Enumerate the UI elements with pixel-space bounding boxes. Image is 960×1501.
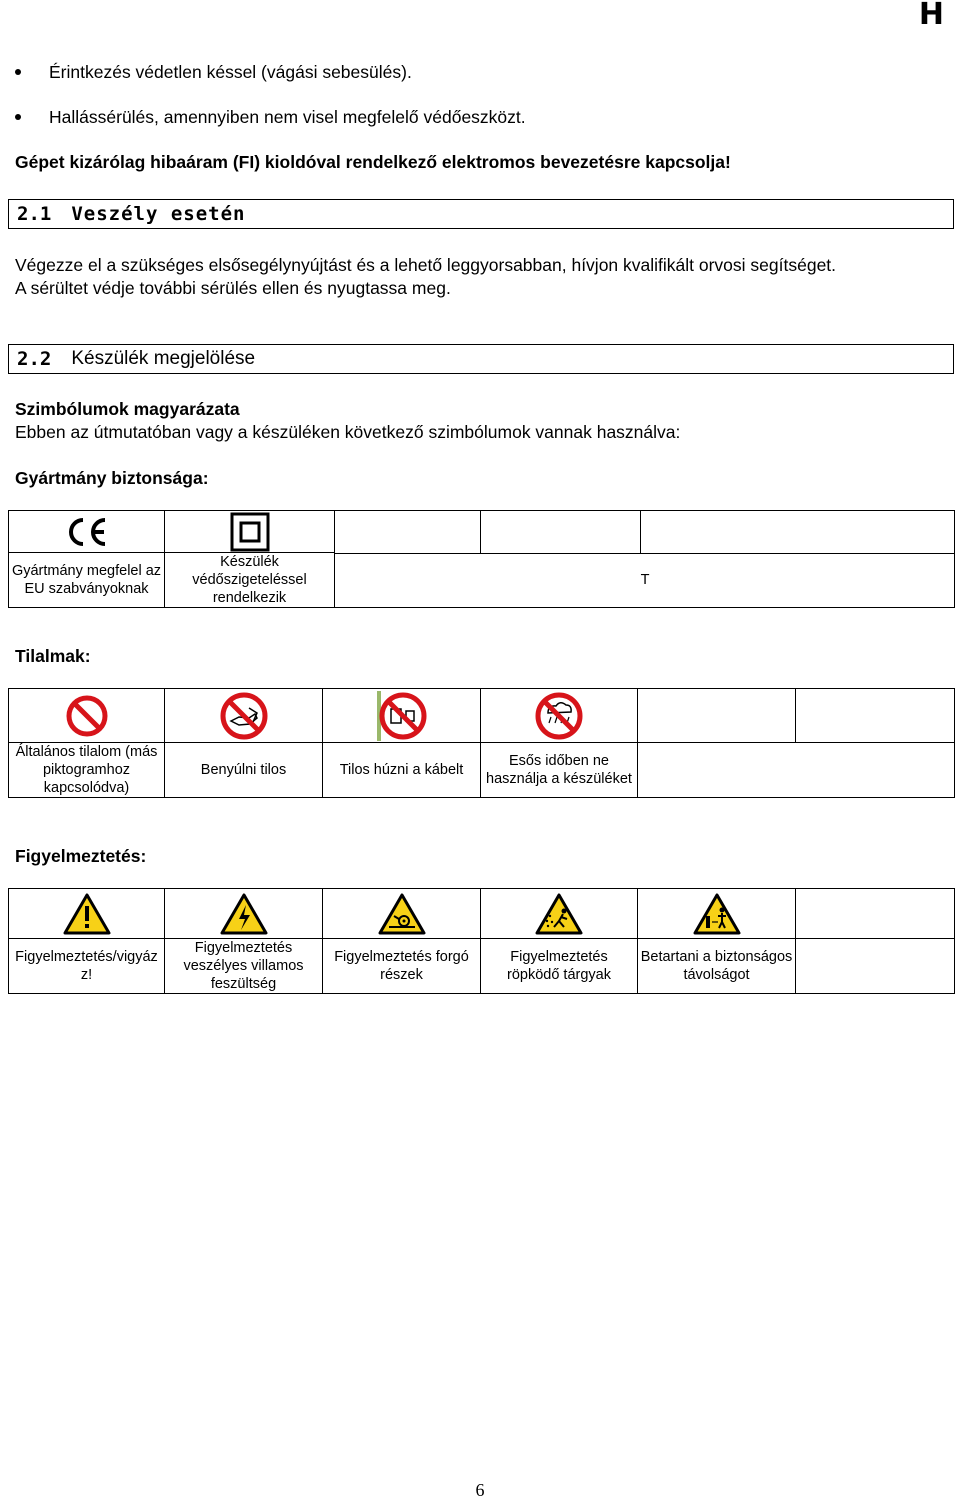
bullet-dot	[15, 69, 21, 75]
prohibitions-heading: Tilalmak:	[15, 646, 91, 666]
page-number: 6	[475, 1480, 485, 1500]
rotating-parts-warning-label-cell	[323, 939, 481, 994]
t-label-cell	[335, 553, 955, 607]
empty-cell	[335, 511, 480, 553]
fi-warning-text: Gépet kizárólag hibaáram (FI) kioldóval rendelkező elektromos bevezetésre kapcsolja!	[15, 152, 731, 172]
general-prohibition-cell	[9, 689, 165, 743]
section-2-1-header	[8, 199, 954, 229]
empty-cell	[640, 511, 955, 553]
safe-distance-warning-cell	[638, 889, 796, 939]
general-warning-label: Figyelmeztetés/vigyáz z!	[15, 949, 158, 983]
language-mark: H	[918, 0, 944, 32]
empty-cell	[796, 889, 955, 939]
ce-mark-label: Gyártmány megfelel az EU szabványoknak	[11, 563, 162, 597]
empty-cell	[480, 511, 640, 553]
warnings-heading: Figyelmeztetés:	[15, 846, 147, 866]
double-insulation-label-cell	[165, 553, 335, 608]
high-voltage-warning-icon	[219, 892, 269, 936]
empty-cell	[638, 689, 796, 743]
general-warning-cell	[9, 889, 165, 939]
no-rain-use-label: Esős időben ne használja a készüléket	[486, 753, 632, 787]
no-reaching-in-label: Benyúlni tilos	[200, 762, 287, 778]
safe-distance-warning-label-cell	[638, 939, 796, 994]
ce-mark-label-cell	[9, 553, 165, 608]
section-number: 2.1	[17, 203, 52, 225]
rotating-parts-warning-icon	[377, 892, 427, 936]
high-voltage-warning-cell	[165, 889, 323, 939]
bullet-item-cut: Érintkezés védetlen késsel (vágási sebesülés).	[49, 62, 412, 82]
no-rain-use-label-cell	[481, 743, 638, 798]
product-safety-heading: Gyártmány biztonsága:	[15, 468, 209, 488]
ce-mark-icon	[65, 515, 109, 549]
no-pulling-cable-label: Tilos húzni a kábelt	[339, 762, 464, 778]
general-warning-icon	[62, 892, 112, 936]
rotating-parts-warning-cell	[323, 889, 481, 939]
double-insulation-label: Készülék védőszigeteléssel rendelkezik	[192, 554, 307, 606]
prohibitions-table	[8, 688, 955, 798]
rotating-parts-warning-label: Figyelmeztetés forgó részek	[334, 949, 469, 983]
general-prohibition-icon	[65, 694, 109, 738]
product-safety-table	[8, 510, 955, 608]
general-prohibition-label: Általános tilalom (más piktogramhoz kapcsolódva)	[15, 744, 158, 796]
flying-objects-warning-label: Figyelmeztetés röpködő tárgyak	[507, 949, 611, 983]
product-safety-empty-grid	[335, 511, 955, 607]
high-voltage-warning-label: Figyelmeztetés veszélyes villamos feszültség	[183, 940, 304, 992]
empty-cell	[796, 689, 955, 743]
no-rain-use-icon	[534, 691, 584, 741]
flying-objects-warning-label-cell	[481, 939, 638, 994]
general-warning-label-cell	[9, 939, 165, 994]
double-insulation-cell	[165, 511, 335, 553]
first-aid-paragraph-line2: A sérültet védje további sérülés ellen és nyugtassa meg.	[15, 278, 451, 298]
no-reaching-in-cell	[165, 689, 323, 743]
symbols-intro: Ebben az útmutatóban vagy a készüléken következő szimbólumok vannak használva:	[15, 422, 681, 442]
safe-distance-warning-icon	[692, 892, 742, 936]
empty-cell	[796, 939, 955, 994]
no-reaching-in-label-cell	[165, 743, 323, 798]
section-2-2-header	[8, 344, 954, 374]
section-title: Készülék megjelölése	[71, 348, 256, 369]
section-title: Veszély esetén	[71, 203, 246, 225]
empty-cell	[638, 743, 955, 798]
high-voltage-warning-label-cell	[165, 939, 323, 994]
ce-mark-cell	[9, 511, 165, 553]
product-safety-right-block	[335, 511, 955, 608]
flying-objects-warning-icon	[534, 892, 584, 936]
section-number: 2.2	[17, 348, 52, 370]
no-rain-use-cell	[481, 689, 638, 743]
bullet-dot	[15, 114, 21, 120]
no-reaching-in-icon	[219, 691, 269, 741]
safe-distance-warning-label: Betartani a biztonságos távolságot	[640, 949, 793, 983]
general-prohibition-label-cell	[9, 743, 165, 798]
no-pulling-cable-label-cell	[323, 743, 481, 798]
no-pulling-cable-icon	[376, 690, 428, 742]
bullet-item-hearing: Hallássérülés, amennyiben nem visel megfelelő védőeszközt.	[49, 107, 526, 127]
warnings-table	[8, 888, 955, 994]
flying-objects-warning-cell	[481, 889, 638, 939]
no-pulling-cable-cell	[323, 689, 481, 743]
double-insulation-icon	[230, 512, 270, 552]
symbols-heading: Szimbólumok magyarázata	[15, 399, 240, 419]
first-aid-paragraph-line1: Végezze el a szükséges elsősegélynyújtást és a lehető leggyorsabban, hívjon kvalifikált orvosi segítséget.	[15, 255, 837, 275]
t-label: T	[640, 572, 650, 589]
